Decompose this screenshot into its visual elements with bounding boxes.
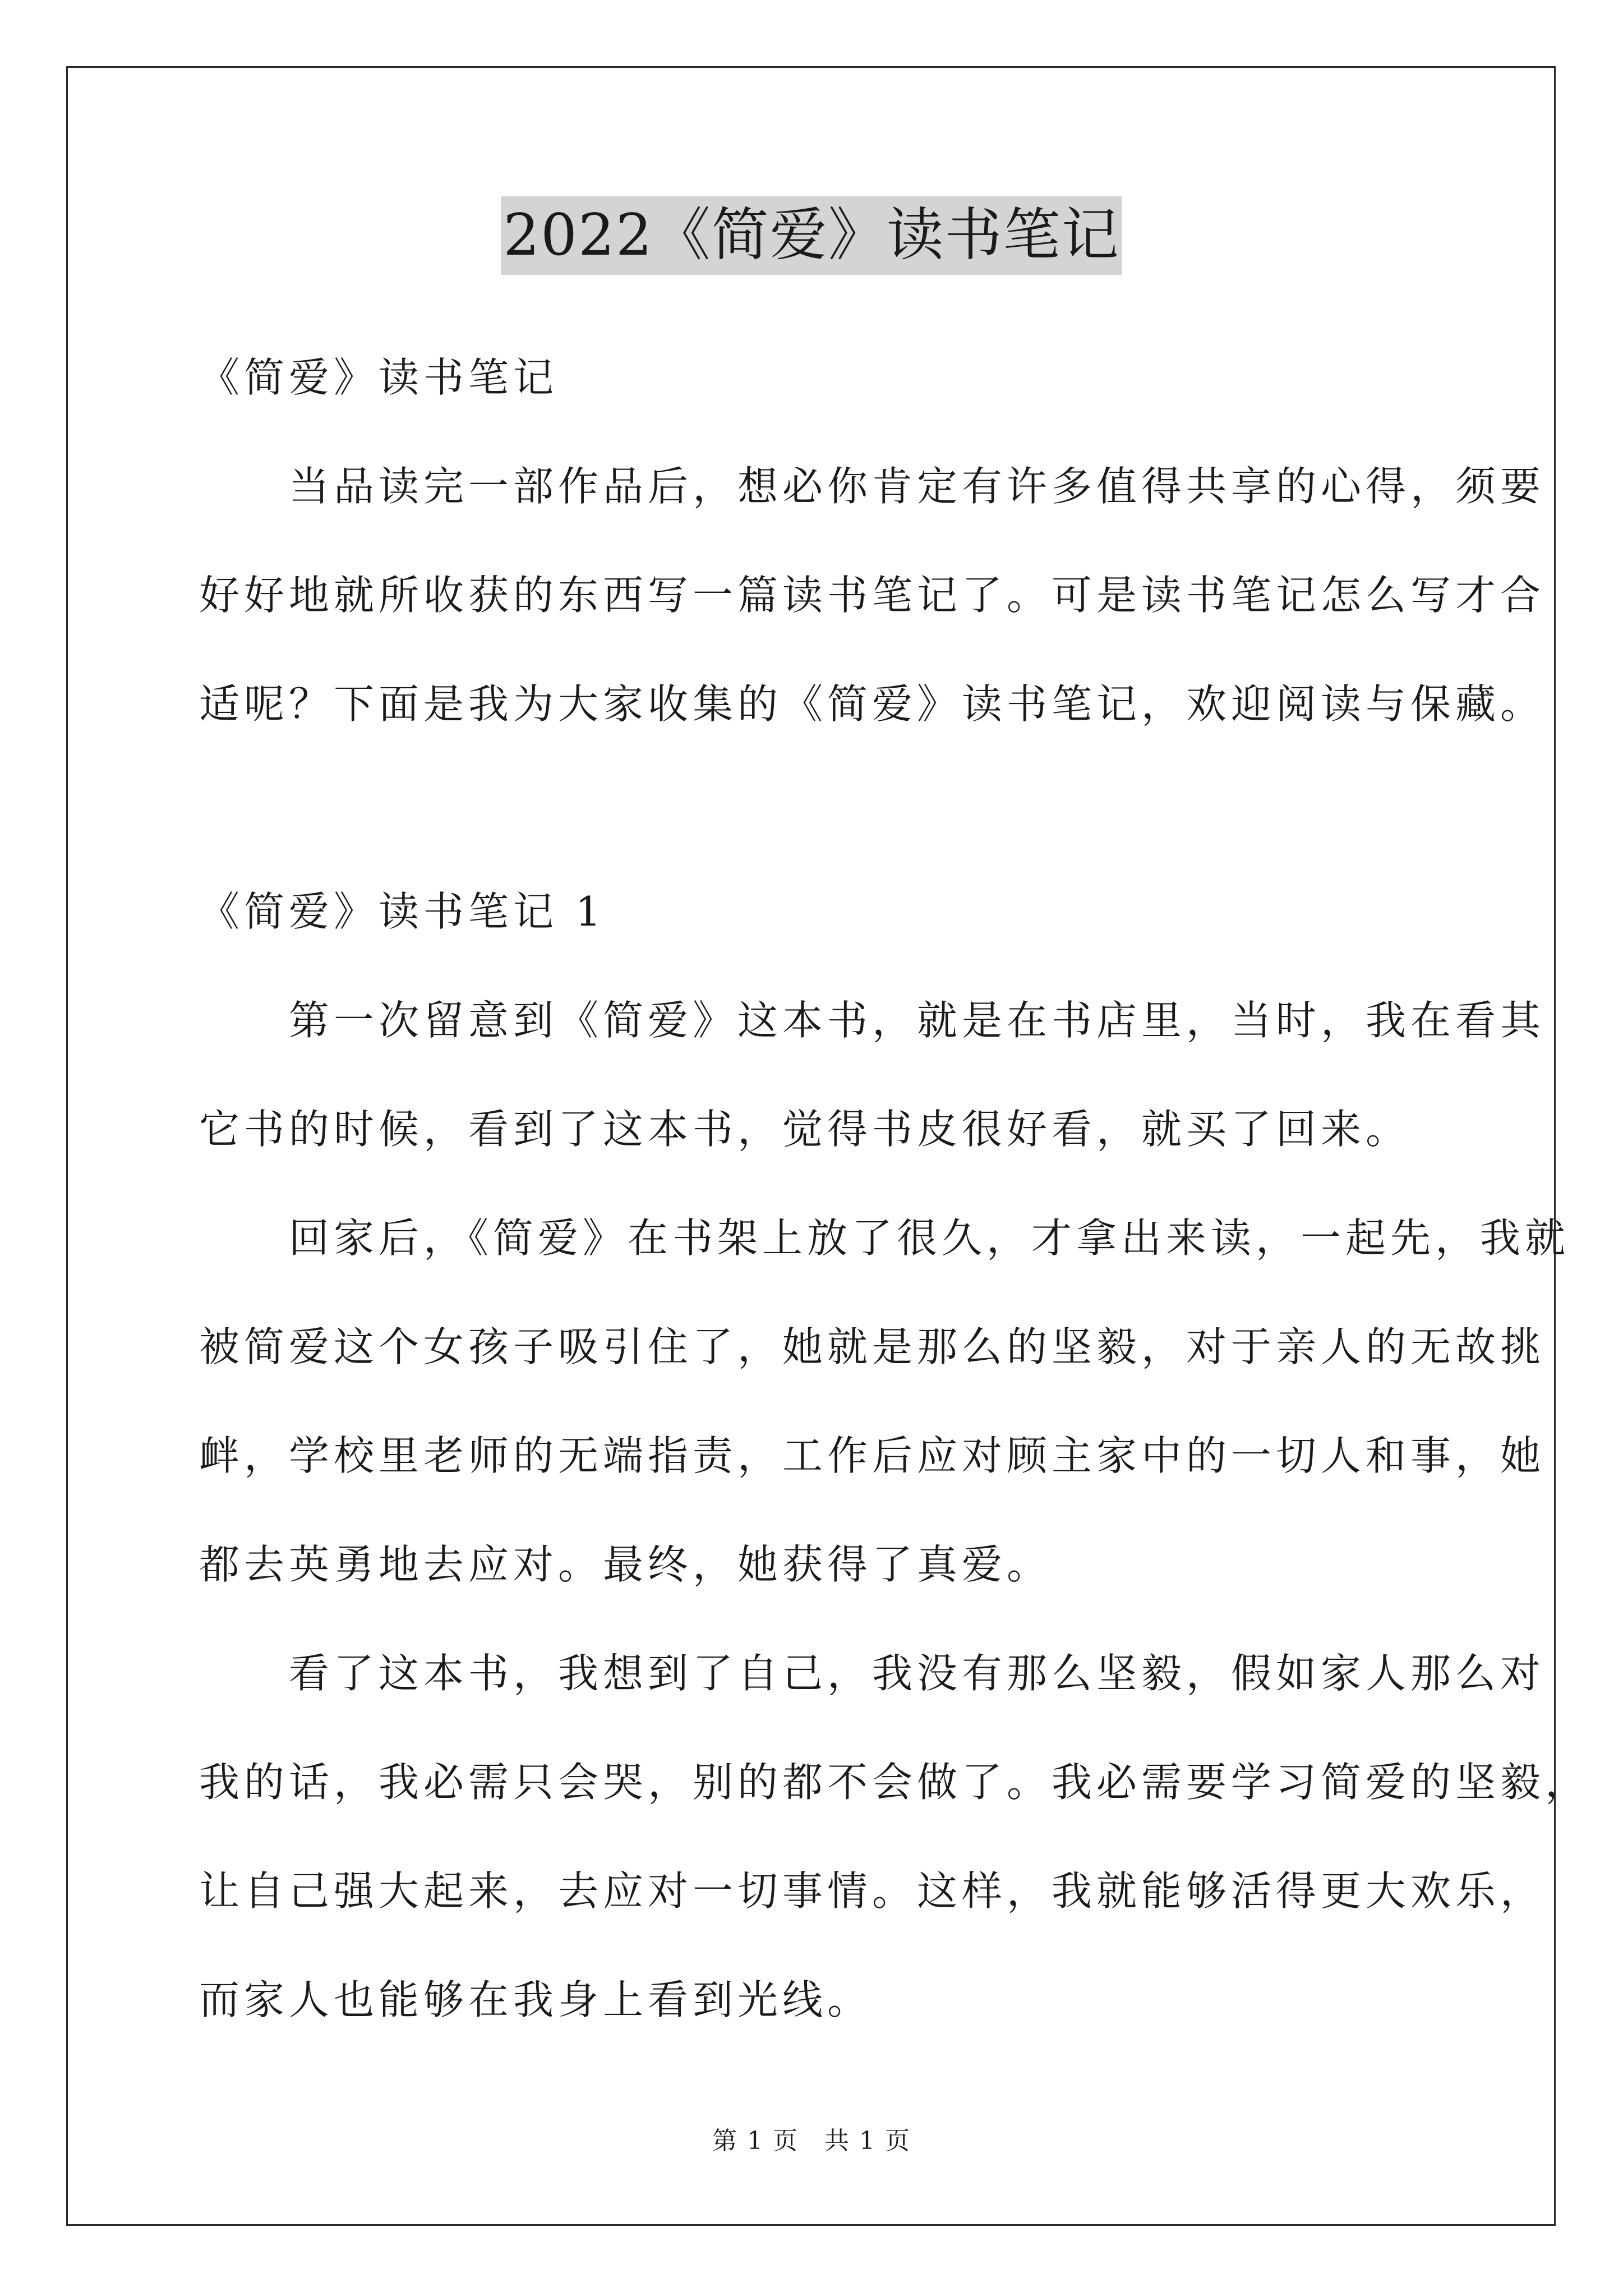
text-line: 回家后，《简爱》在书架上放了很久，才拿出来读，一起先，我就 bbox=[199, 1214, 1570, 1262]
text-line: 它书的时候，看到了这本书，觉得书皮很好看，就买了回来。 bbox=[199, 1106, 1411, 1153]
text-line: 看了这本书，我想到了自己，我没有那么坚毅，假如家人那么对 bbox=[199, 1650, 1546, 1697]
document-title: 2022《简爱》读书笔记 bbox=[501, 196, 1122, 275]
text-line: 都去英勇地去应对。最终，她获得了真爱。 bbox=[199, 1541, 1052, 1588]
text-line: 衅，学校里老师的无端指责，工作后应对顾主家中的一切人和事，她 bbox=[199, 1432, 1546, 1479]
text-line: 第一次留意到《简爱》这本书，就是在书店里，当时，我在看其 bbox=[199, 997, 1546, 1044]
title-container bbox=[0, 196, 1623, 275]
text-line: 当品读完一部作品后，想必你肯定有许多值得共享的心得，须要 bbox=[199, 463, 1546, 510]
text-line: 《简爱》读书笔记 1 bbox=[199, 888, 606, 935]
page-number-total: 共 1 页 bbox=[824, 2127, 911, 2155]
text-line: 好好地就所收获的东西写一篇读书笔记了。可是读书笔记怎么写才合 bbox=[199, 572, 1546, 619]
text-line: 《简爱》读书笔记 bbox=[199, 354, 559, 401]
page-number-current: 第 1 页 bbox=[712, 2127, 799, 2155]
page-footer bbox=[0, 2120, 1623, 2156]
text-line: 被简爱这个女孩子吸引住了，她就是那么的坚毅，对于亲人的无故挑 bbox=[199, 1323, 1546, 1370]
text-line: 而家人也能够在我身上看到光线。 bbox=[199, 1976, 873, 2023]
text-line: 我的话，我必需只会哭，别的都不会做了。我必需要学习简爱的坚毅， bbox=[199, 1759, 1590, 1806]
text-line: 让自己强大起来，去应对一切事情。这样，我就能够活得更大欢乐， bbox=[199, 1867, 1546, 1915]
text-line: 适呢？下面是我为大家收集的《简爱》读书笔记，欢迎阅读与保藏。 bbox=[199, 680, 1546, 728]
